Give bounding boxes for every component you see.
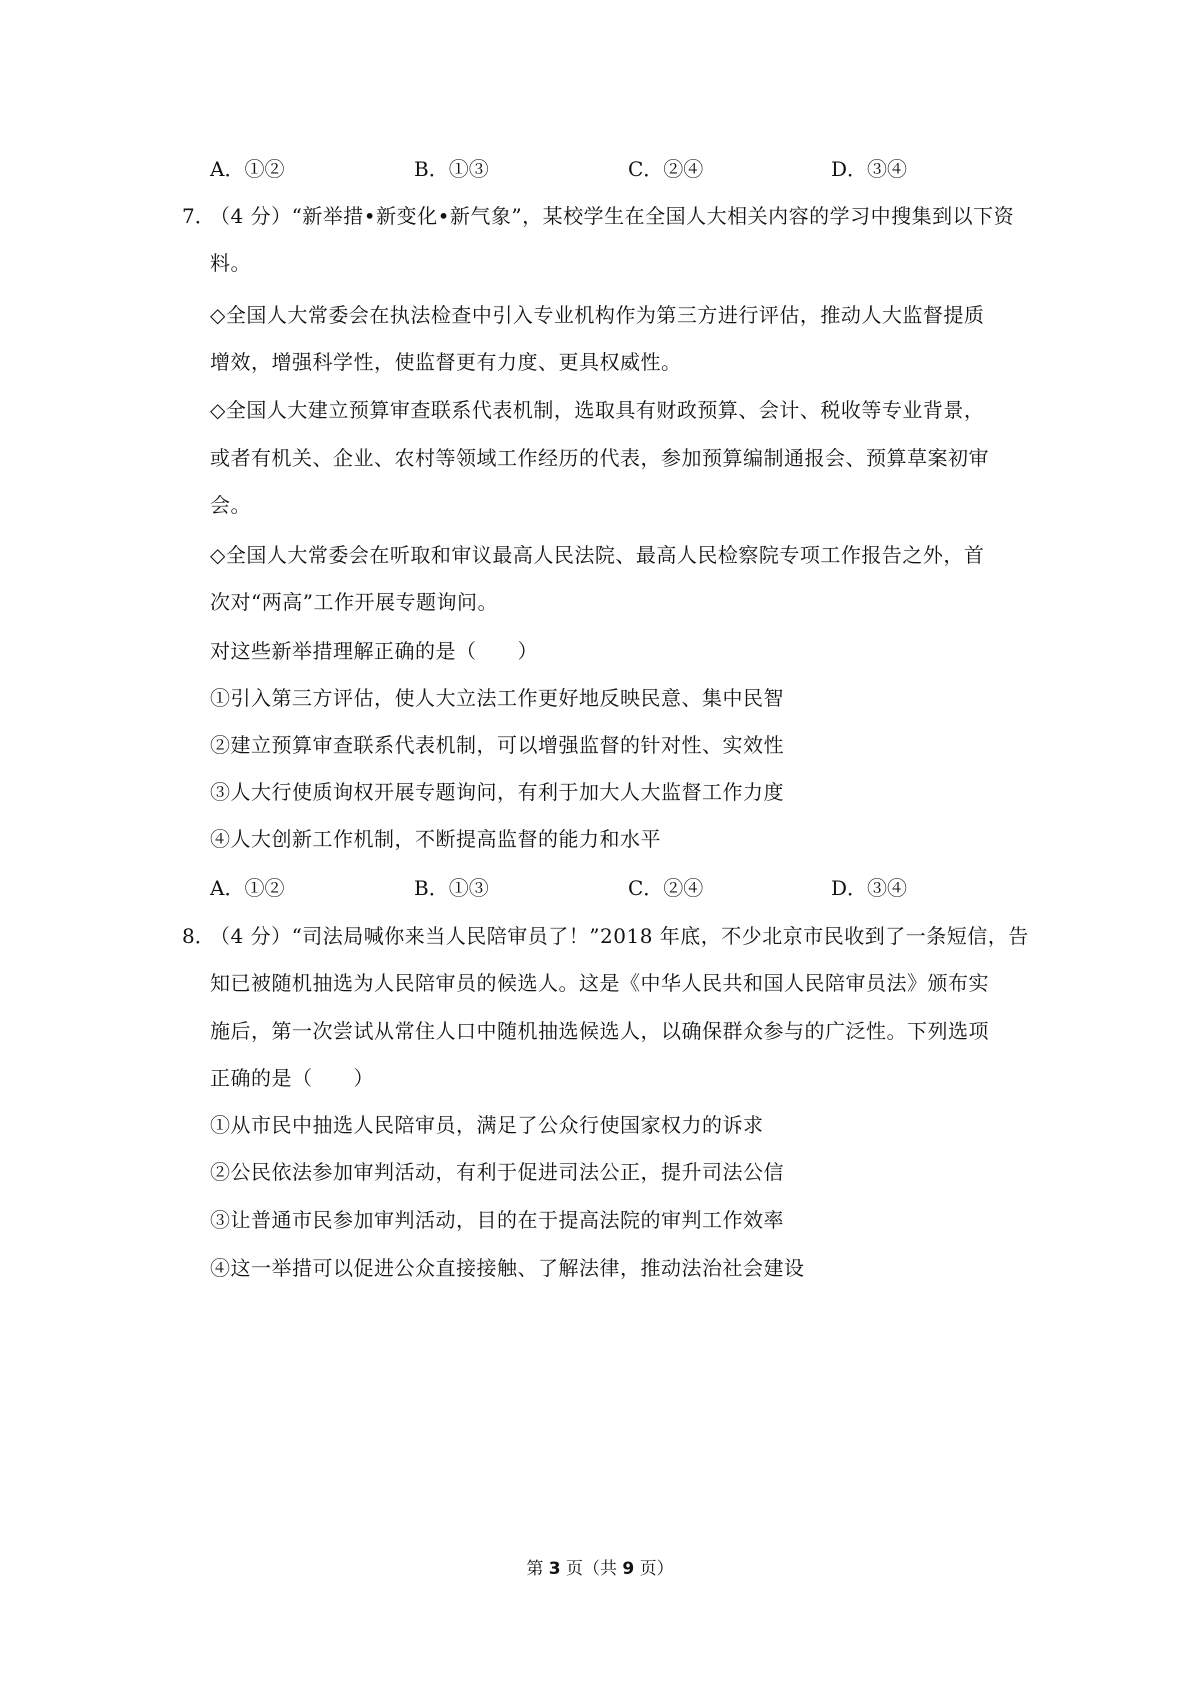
q7-option-c: C．②④ xyxy=(628,876,704,900)
q7-material-3: ◇全国人大常委会在听取和审议最高人民法院、最高人民检察院专项工作报告之外，首 xyxy=(210,543,985,567)
q7-option-a: A．①② xyxy=(210,876,285,900)
q7-material-1: ◇全国人大常委会在执法检查中引入专业机构作为第三方进行评估，推动人大监督提质 xyxy=(210,303,985,327)
q8-statement-4: ④这一举措可以促进公众直接接触、了解法律，推动法治社会建设 xyxy=(210,1256,805,1280)
q8-stem-line: （4 分）“司法局喊你来当人民陪审员了！”2018 年底，不少北京市民收到了一条短信，告 xyxy=(210,924,1029,948)
q6-option-d: D．③④ xyxy=(831,157,908,181)
q7-stem-line: 料。 xyxy=(210,251,251,275)
q8-statement-1: ①从市民中抽选人民陪审员，满足了公众行使国家权力的诉求 xyxy=(210,1113,764,1137)
footer-suffix: 页） xyxy=(634,1559,674,1579)
footer-total-pages: 9 xyxy=(622,1559,635,1579)
q7-statement-3: ③人大行使质询权开展专题询问，有利于加大人大监督工作力度 xyxy=(210,780,784,804)
footer-prefix: 第 xyxy=(526,1559,549,1579)
q7-material-2: ◇全国人大建立预算审查联系代表机制，选取具有财政预算、会计、税收等专业背景， xyxy=(210,398,985,422)
footer-middle: 页（共 xyxy=(560,1559,623,1579)
q8-stem-line: 施后，第一次尝试从常住人口中随机抽选候选人，以确保群众参与的广泛性。下列选项 xyxy=(210,1019,989,1043)
q7-question: 对这些新举措理解正确的是（ ） xyxy=(210,639,538,663)
q7-number: 7． xyxy=(182,204,215,228)
q7-material-3: 次对“两高”工作开展专题询问。 xyxy=(210,590,498,614)
q7-option-d: D．③④ xyxy=(831,876,908,900)
q6-option-c: C．②④ xyxy=(628,157,704,181)
q7-stem-line: （4 分）“新举措•新变化•新气象”，某校学生在全国人大相关内容的学习中搜集到以下资 xyxy=(210,204,1015,228)
q8-stem-line: 知已被随机抽选为人民陪审员的候选人。这是《中华人民共和国人民陪审员法》颁布实 xyxy=(210,971,989,995)
q8-statement-3: ③让普通市民参加审判活动，目的在于提高法院的审判工作效率 xyxy=(210,1208,784,1232)
page-footer xyxy=(0,1557,1200,1581)
q7-statement-4: ④人大创新工作机制，不断提高监督的能力和水平 xyxy=(210,827,661,851)
q7-statement-2: ②建立预算审查联系代表机制，可以增强监督的针对性、实效性 xyxy=(210,733,784,757)
q6-option-a: A．①② xyxy=(210,157,285,181)
q7-material-1: 增效，增强科学性，使监督更有力度、更具权威性。 xyxy=(210,350,682,374)
q7-option-b: B．①③ xyxy=(414,876,489,900)
q7-material-2: 会。 xyxy=(210,493,251,517)
q6-option-b: B．①③ xyxy=(414,157,489,181)
q8-statement-2: ②公民依法参加审判活动，有利于促进司法公正，提升司法公信 xyxy=(210,1160,784,1184)
q7-statement-1: ①引入第三方评估，使人大立法工作更好地反映民意、集中民智 xyxy=(210,686,784,710)
footer-page-number: 3 xyxy=(548,1559,561,1579)
q7-material-2: 或者有机关、企业、农村等领域工作经历的代表，参加预算编制通报会、预算草案初审 xyxy=(210,446,989,470)
q8-stem-line: 正确的是（ ） xyxy=(210,1066,374,1090)
q8-number: 8． xyxy=(182,924,215,948)
